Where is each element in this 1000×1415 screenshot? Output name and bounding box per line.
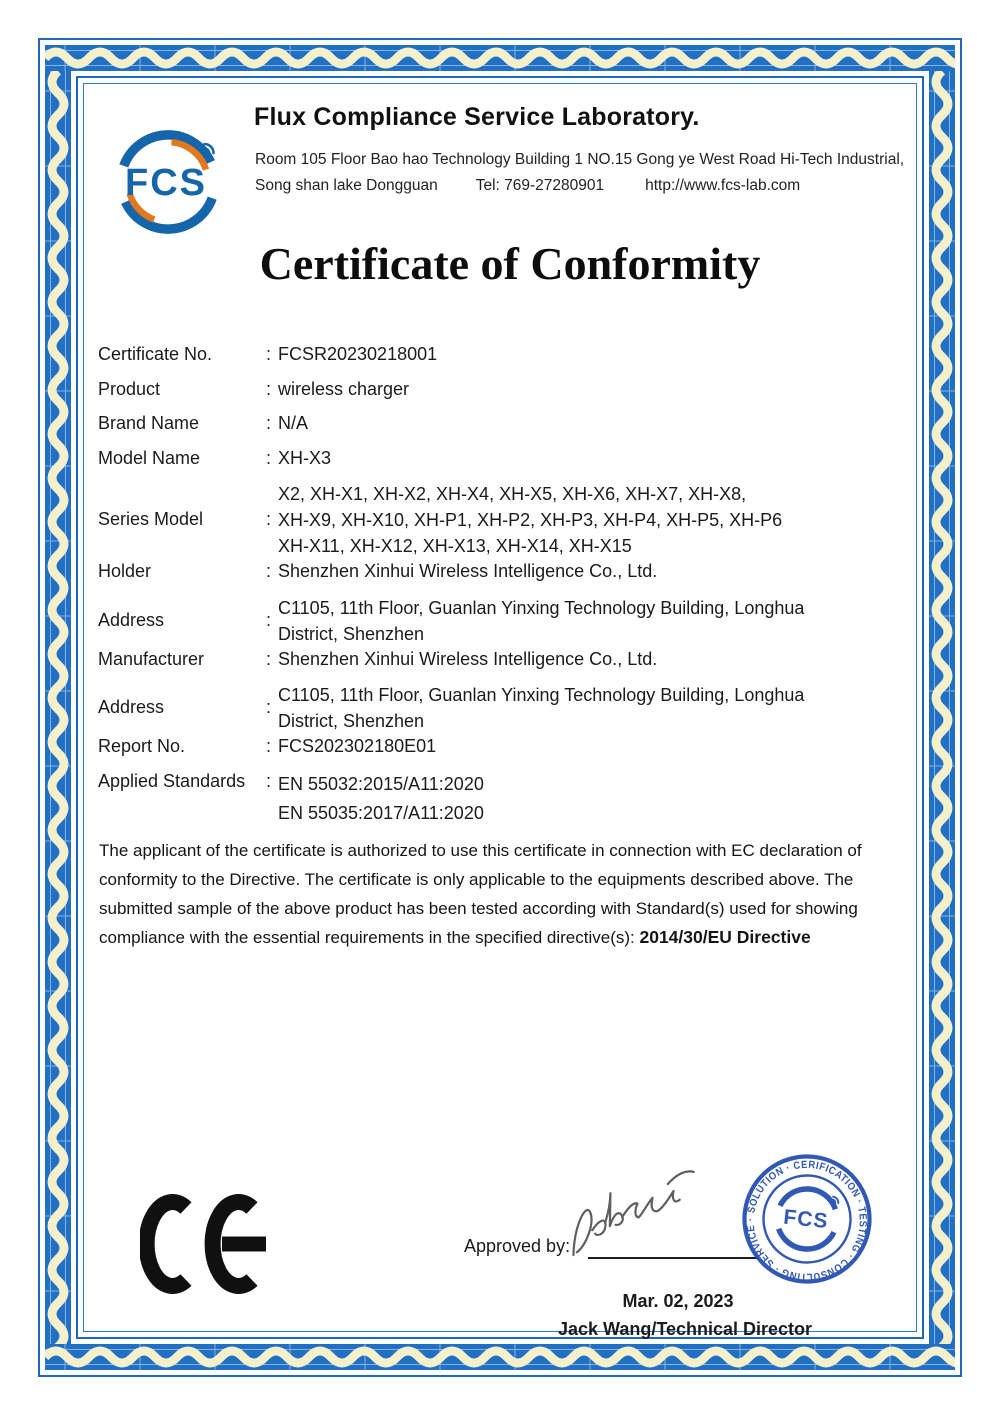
certificate-title: Certificate of Conformity <box>259 238 761 289</box>
border-strip-top <box>45 45 955 71</box>
lab-website: http://www.fcs-lab.com <box>645 177 801 194</box>
field-colon: : <box>266 648 272 669</box>
field-label: Applied Standards <box>98 770 246 791</box>
ce-mark-icon <box>140 1194 272 1294</box>
field-value: District, Shenzhen <box>278 711 425 731</box>
stamp-center-text: FCS <box>782 1205 830 1234</box>
lab-address-line2 <box>255 177 800 195</box>
field-value: XH-X3 <box>278 447 332 468</box>
field-colon: : <box>266 561 272 581</box>
lab-city: Song shan lake Dongguan <box>255 177 438 194</box>
field-value: XH-X11, XH-X12, XH-X13, XH-X14, XH-X15 <box>278 536 632 556</box>
field-colon: : <box>266 736 272 756</box>
certificate-fields <box>98 343 928 828</box>
field-colon: : <box>266 509 272 530</box>
field-value: FCSR20230218001 <box>278 344 438 364</box>
field-row-brand-name <box>98 412 928 436</box>
field-value: wireless charger <box>278 378 410 399</box>
field-colon: : <box>266 770 272 791</box>
declaration-line: The applicant of the certificate is authorized to use this certificate in connection with EC declaration of <box>99 841 862 860</box>
field-row-manufacturer <box>98 648 928 672</box>
field-value: C1105, 11th Floor, Guanlan Yinxing Technology Building, Longhua <box>278 597 805 618</box>
field-value: C1105, 11th Floor, Guanlan Yinxing Technology Building, Longhua <box>278 685 805 705</box>
field-value: Shenzhen Xinhui Wireless Intelligence Co., Ltd. <box>278 648 658 669</box>
lab-tel: Tel: 769-27280901 <box>475 177 605 194</box>
declaration-line <box>99 923 862 952</box>
declaration-line: conformity to the Directive. The certificate is only applicable to the equipments described above. The <box>99 870 854 889</box>
field-row-series-model <box>98 481 928 559</box>
field-label: Holder <box>98 561 152 581</box>
field-row-model-name <box>98 447 928 471</box>
field-row-report-no <box>98 735 928 759</box>
field-colon: : <box>266 378 272 399</box>
field-colon: : <box>266 344 272 364</box>
field-row-holder <box>98 560 928 584</box>
signatory-name: Jack Wang/Technical Director <box>557 1319 813 1339</box>
field-label: Address <box>98 697 165 718</box>
field-label: Brand Name <box>98 413 200 433</box>
field-label: Model Name <box>98 447 201 468</box>
field-label: Report No. <box>98 736 186 756</box>
field-row-manufacturer-address <box>98 682 928 734</box>
approved-by-label: Approved by: <box>464 1236 571 1256</box>
field-value: X2, XH-X1, XH-X2, XH-X4, XH-X5, XH-X6, XH-X7, XH-X8, <box>278 484 747 504</box>
field-colon: : <box>266 447 272 468</box>
field-value: FCS202302180E01 <box>278 736 437 756</box>
field-row-certificate-no <box>98 343 928 367</box>
field-value: XH-X9, XH-X10, XH-P1, XH-P2, XH-P3, XH-P4, XH-P5, XH-P6 <box>278 510 783 530</box>
lab-address-line1: Room 105 Floor Bao hao Technology Building 1 NO.15 Gong ye West Road Hi-Tech Industrial, <box>255 151 905 168</box>
field-colon: : <box>266 609 272 630</box>
field-value: District, Shenzhen <box>278 623 425 644</box>
signature-scribble <box>549 1159 722 1271</box>
field-value: EN 55032:2015/A11:2020 <box>278 773 484 794</box>
declaration-line: submitted sample of the above product has been tested according with Standard(s) used for showing <box>99 899 858 918</box>
field-label: Manufacturer <box>98 648 205 669</box>
field-value: EN 55035:2017/A11:2020 <box>278 802 484 823</box>
field-row-holder-address <box>98 595 928 647</box>
fcs-logo <box>103 124 235 236</box>
stamp-center-logo <box>776 1186 840 1252</box>
directive-bold-text: 2014/30/EU Directive <box>639 927 811 947</box>
declaration-paragraph <box>99 836 862 952</box>
field-row-product <box>98 378 928 402</box>
field-value: N/A <box>278 413 309 433</box>
declaration-line4-text: compliance with the essential requirements in the specified directive(s): <box>99 928 640 947</box>
lab-name: Flux Compliance Service Laboratory. <box>254 103 700 131</box>
field-row-applied-standards <box>98 770 928 828</box>
stamp-ring-text: SOLUTION · CERIFICATION · TESTING · CONSULTING · SERVICE · <box>744 1158 869 1283</box>
field-label: Address <box>98 609 165 630</box>
field-colon: : <box>266 697 272 718</box>
field-colon: : <box>266 413 272 433</box>
approval-date: Mar. 02, 2023 <box>622 1291 734 1311</box>
field-value: Shenzhen Xinhui Wireless Intelligence Co., Ltd. <box>278 561 658 581</box>
field-label: Product <box>98 378 161 399</box>
field-label: Certificate No. <box>98 344 213 364</box>
field-label: Series Model <box>98 509 204 530</box>
border-strip-bottom <box>45 1344 955 1370</box>
logo-text: FCS <box>125 162 207 204</box>
fcs-stamp <box>730 1142 884 1296</box>
